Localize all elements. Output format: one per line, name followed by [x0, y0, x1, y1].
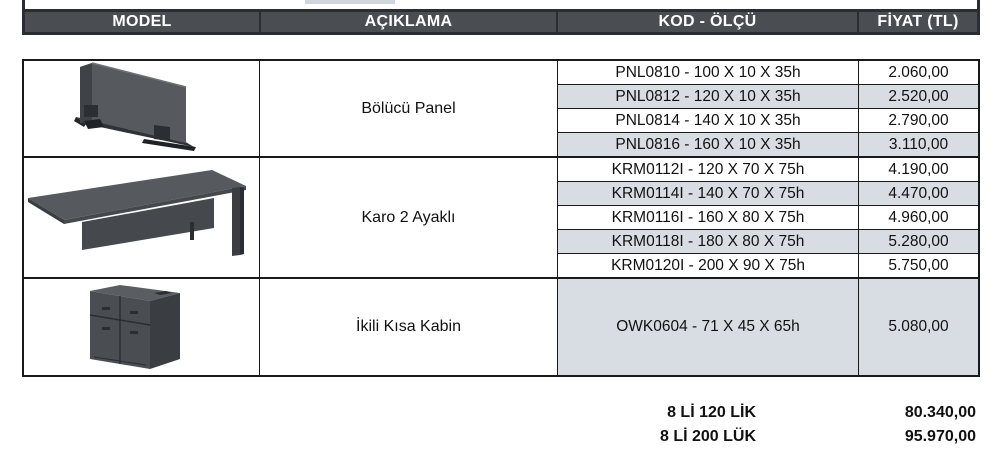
header-model: MODEL — [112, 13, 172, 30]
product-price: 2.520,00 — [888, 87, 949, 105]
product-price: 3.110,00 — [888, 135, 949, 153]
group-description: İkili Kısa Kabin — [356, 318, 461, 335]
header-aciklama: AÇIKLAMA — [364, 13, 453, 30]
total-label: 8 Lİ 120 LİK — [667, 404, 756, 421]
product-code: KRM0112I - 120 X 70 X 75h — [611, 160, 805, 178]
cabinet-image — [24, 279, 258, 375]
product-code: OWK0604 - 71 X 45 X 65h — [616, 318, 800, 335]
product-price: 5.280,00 — [888, 232, 949, 250]
product-code: KRM0116I - 160 X 80 X 75h — [611, 208, 805, 226]
product-price: 5.750,00 — [888, 256, 949, 274]
total-value: 80.340,00 — [904, 404, 976, 421]
top-sliver — [305, 0, 395, 4]
product-price: 2.790,00 — [888, 111, 949, 129]
total-label: 8 Lİ 200 LÜK — [659, 428, 756, 445]
product-code: KRM0114I - 140 X 70 X 75h — [611, 184, 805, 202]
product-code: PNL0810 - 100 X 10 X 35h — [615, 63, 801, 81]
total-value: 95.970,00 — [904, 428, 976, 445]
divider-panel-image — [24, 61, 258, 156]
product-price: 4.960,00 — [888, 208, 949, 226]
group-description: Bölücü Panel — [361, 99, 456, 117]
product-code: KRM0118I - 180 X 80 X 75h — [611, 232, 805, 250]
group-description: Karo 2 Ayaklı — [361, 208, 456, 226]
desk-image — [24, 158, 258, 277]
header-fiyat: FİYAT (TL) — [877, 13, 959, 30]
header-kod: KOD - ÖLÇÜ — [658, 13, 757, 30]
product-code: PNL0816 - 160 X 10 X 35h — [615, 135, 801, 153]
product-code: PNL0814 - 140 X 10 X 35h — [615, 111, 801, 129]
product-price: 5.080,00 — [888, 318, 949, 335]
product-price: 2.060,00 — [888, 63, 949, 81]
product-price: 4.470,00 — [888, 184, 949, 202]
product-code: PNL0812 - 120 X 10 X 35h — [615, 87, 801, 105]
product-code: KRM0120I - 200 X 90 X 75h — [611, 256, 805, 274]
product-price: 4.190,00 — [888, 160, 949, 178]
